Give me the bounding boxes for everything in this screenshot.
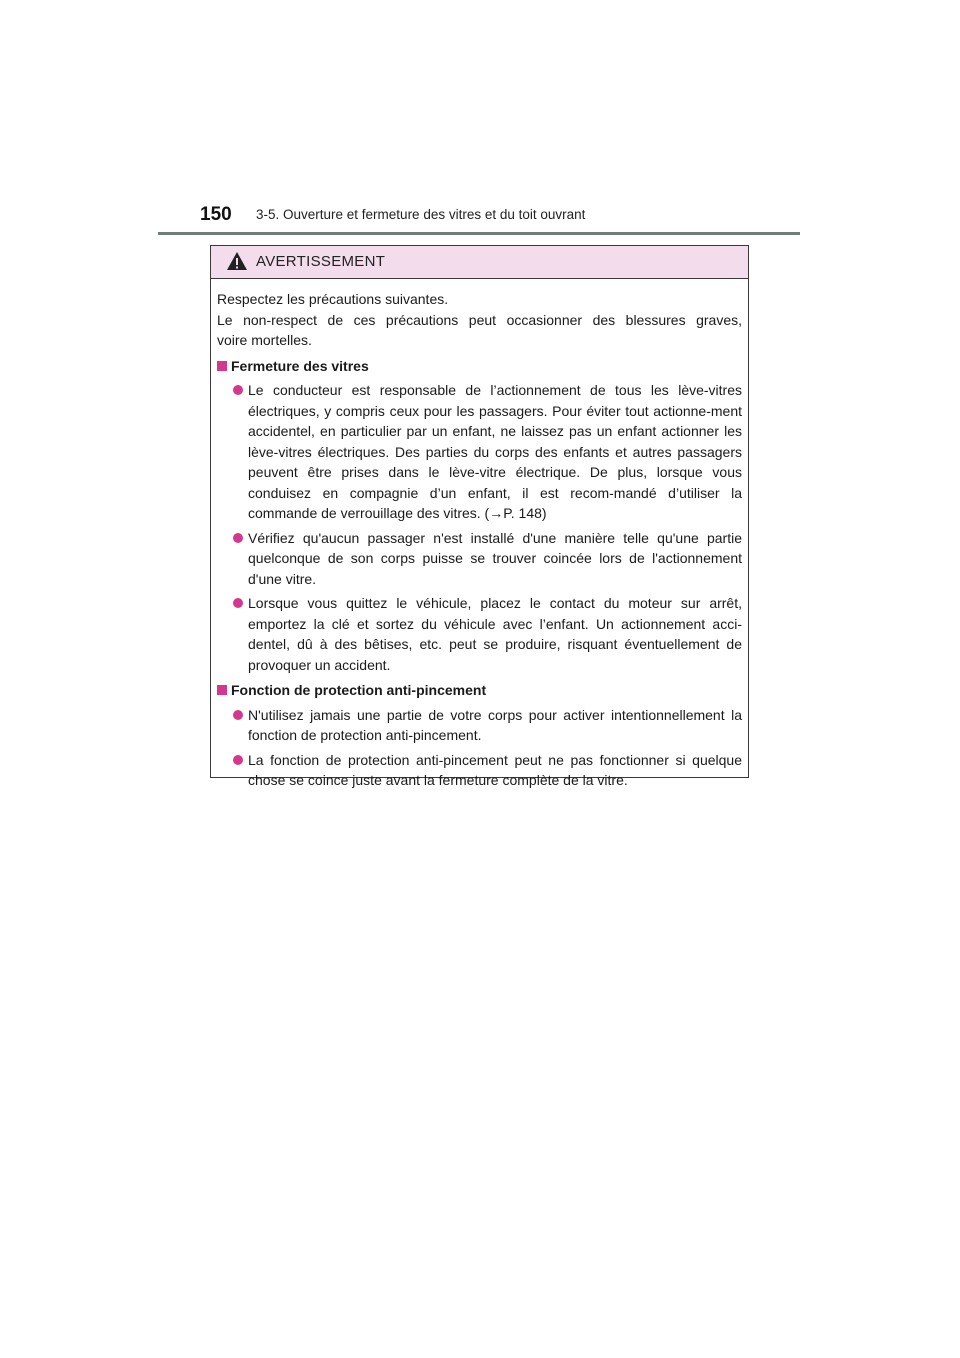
intro-line: Respectez les précautions suivantes. <box>217 291 449 307</box>
bullet-text: N'utilisez jamais une partie de votre corps pour activer intentionnellement la fonction de protection anti-pincement. <box>248 706 742 743</box>
section-heading-text: Fermeture des vitres <box>231 357 369 374</box>
intro-line: voire mortelles. <box>217 332 312 348</box>
bullet-text: Vérifiez qu'aucun passager n'est installé d'une manière telle qu'une partie quelconque de son corps puisse se trouver coincée lors de l'actionnement d'une vitre. <box>248 529 742 587</box>
warning-title: AVERTISSEMENT <box>256 253 386 270</box>
bullet-item <box>217 380 742 524</box>
bullet-item <box>217 528 742 590</box>
circle-bullet-icon <box>233 710 243 720</box>
warning-triangle-icon <box>226 251 248 271</box>
warning-box <box>210 245 749 788</box>
section-heading-text: Fonction de protection anti-pincement <box>231 682 487 698</box>
square-bullet-icon <box>217 361 227 371</box>
bullet-item <box>217 750 742 791</box>
bullet-text: Le conducteur est responsable de l’actionnement de tous les lève-vitres électriques, y compris ceux pour les passagers. Pour éviter tout actionne-ment accidentel, en particulier par un enfant, ne laissez pas un enfant actionner les lève-vitres électriques. Des parties du corps des enfants et autres passagers peuvent être prises dans le lève-vitre électrique. De plus, lorsque vous conduisez en compagnie d’un enfant, il est recom-mandé d’utiliser la commande de verrouillage des vitres. (→P. 148) <box>248 382 742 521</box>
section-heading <box>217 356 742 377</box>
section-title: 3-5. Ouverture et fermeture des vitres et du toit ouvrant <box>256 207 586 222</box>
header-divider <box>158 232 800 235</box>
circle-bullet-icon <box>233 385 243 395</box>
circle-bullet-icon <box>233 533 243 543</box>
page-header <box>158 200 800 236</box>
circle-bullet-icon <box>233 598 243 608</box>
section-heading <box>217 680 742 701</box>
bullet-text: Lorsque vous quittez le véhicule, placez le contact du moteur sur arrêt, emportez la clé et sortez du véhicule avec l’enfant. Un actionnement acci-dentel, dû à des bêtises, etc. peut se produire, risquant éventuellement de provoquer un accident. <box>248 595 742 673</box>
bullet-item <box>217 593 742 675</box>
warning-body <box>211 279 748 791</box>
circle-bullet-icon <box>233 755 243 765</box>
warning-header <box>211 246 748 279</box>
bullet-item <box>217 705 742 746</box>
page-number: 150 <box>200 204 232 225</box>
square-bullet-icon <box>217 685 227 695</box>
intro-line: Le non-respect de ces précautions peut occasionner des blessures graves, <box>217 311 742 328</box>
bullet-text: La fonction de protection anti-pincement peut ne pas fonctionner si quelque chose se coince juste avant la fermeture complète de la vitre. <box>248 751 742 788</box>
